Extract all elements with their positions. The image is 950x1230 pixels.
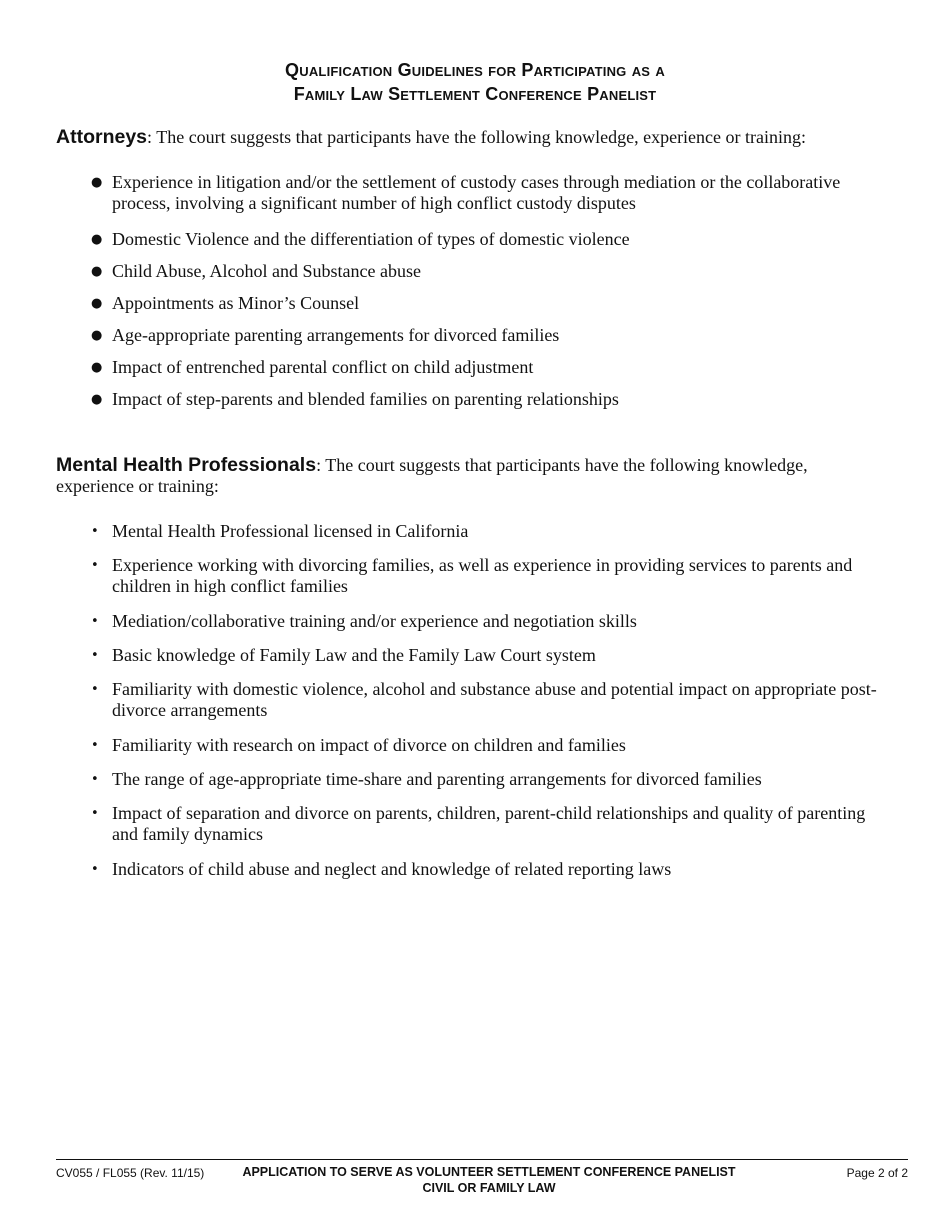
bullet-icon: • bbox=[91, 862, 99, 877]
form-title-line-2: CIVIL OR FAMILY LAW bbox=[422, 1181, 556, 1195]
list-item-text: Impact of separation and divorce on parents, children, parent-child relationships and quality of parenting and family dynamics bbox=[112, 803, 866, 844]
list-item bbox=[91, 769, 882, 790]
title-line-2: Family Law Settlement Conference Panelist bbox=[293, 84, 657, 104]
list-item bbox=[91, 521, 882, 542]
bullet-icon: • bbox=[91, 558, 99, 573]
list-item-text: The range of age-appropriate time-share and parenting arrangements for divorced families bbox=[112, 769, 762, 789]
form-title-line-1: APPLICATION TO SERVE AS VOLUNTEER SETTLEMENT CONFERENCE PANELIST bbox=[242, 1165, 736, 1179]
list-item bbox=[91, 389, 882, 410]
list-item-text: Mediation/collaborative training and/or experience and negotiation skills bbox=[112, 611, 637, 631]
mental-health-intro-text: : The court suggests that participants have the following knowledge, experience or training: bbox=[56, 455, 808, 496]
list-item bbox=[91, 357, 882, 378]
list-item-text: Domestic Violence and the differentiation of types of domestic violence bbox=[112, 229, 630, 249]
list-item bbox=[91, 293, 882, 314]
list-item bbox=[91, 645, 882, 666]
attorneys-intro-text: : The court suggests that participants have the following knowledge, experience or training: bbox=[147, 127, 807, 147]
list-item-text: Mental Health Professional licensed in California bbox=[112, 521, 469, 541]
list-item-text: Child Abuse, Alcohol and Substance abuse bbox=[112, 261, 421, 281]
bullet-icon: • bbox=[91, 806, 99, 821]
list-item bbox=[91, 611, 882, 632]
list-item bbox=[91, 325, 882, 346]
bullet-icon: ● bbox=[91, 328, 103, 343]
bullet-icon: • bbox=[91, 614, 99, 629]
bullet-icon: • bbox=[91, 524, 99, 539]
form-title bbox=[216, 1164, 762, 1196]
list-item bbox=[91, 555, 882, 597]
bullet-icon: ● bbox=[91, 392, 103, 407]
list-item-text: Impact of step-parents and blended families on parenting relationships bbox=[112, 389, 619, 409]
list-item-text: Indicators of child abuse and neglect and knowledge of related reporting laws bbox=[112, 859, 672, 879]
list-item bbox=[91, 172, 882, 214]
list-item bbox=[91, 679, 882, 721]
bullet-icon: ● bbox=[91, 175, 103, 190]
bullet-icon: • bbox=[91, 648, 99, 663]
list-item bbox=[91, 859, 882, 880]
list-item bbox=[91, 803, 882, 845]
list-item-text: Experience working with divorcing families, as well as experience in providing services to parents and children in high conflict families bbox=[112, 555, 853, 596]
attorneys-intro bbox=[56, 127, 856, 148]
list-item-text: Experience in litigation and/or the settlement of custody cases through mediation or the collaborative process, involving a significant number of high conflict custody disputes bbox=[112, 172, 841, 213]
mental-health-heading: Mental Health Professionals bbox=[56, 454, 317, 476]
bullet-icon: ● bbox=[91, 232, 103, 247]
page-number: Page 2 of 2 bbox=[846, 1166, 908, 1180]
list-item-text: Basic knowledge of Family Law and the Family Law Court system bbox=[112, 645, 596, 665]
list-item-text: Appointments as Minor’s Counsel bbox=[112, 293, 360, 313]
title-line-1: Qualification Guidelines for Participating as a bbox=[285, 60, 665, 80]
list-item bbox=[91, 261, 882, 282]
list-item-text: Familiarity with domestic violence, alcohol and substance abuse and potential impact on appropriate post-divorce arrangements bbox=[112, 679, 877, 720]
list-item bbox=[91, 229, 882, 250]
mental-health-intro bbox=[56, 455, 856, 497]
list-item-text: Age-appropriate parenting arrangements for divorced families bbox=[112, 325, 560, 345]
attorneys-list bbox=[91, 172, 882, 421]
footer-divider bbox=[56, 1159, 908, 1160]
document-title bbox=[0, 58, 950, 106]
list-item-text: Familiarity with research on impact of divorce on children and families bbox=[112, 735, 626, 755]
list-item bbox=[91, 735, 882, 756]
form-id: CV055 / FL055 (Rev. 11/15) bbox=[56, 1166, 205, 1180]
bullet-icon: ● bbox=[91, 264, 103, 279]
bullet-icon: • bbox=[91, 772, 99, 787]
bullet-icon: • bbox=[91, 682, 99, 697]
bullet-icon: • bbox=[91, 738, 99, 753]
bullet-icon: ● bbox=[91, 360, 103, 375]
bullet-icon: ● bbox=[91, 296, 103, 311]
mental-health-list bbox=[91, 521, 882, 893]
attorneys-heading: Attorneys bbox=[56, 126, 148, 148]
list-item-text: Impact of entrenched parental conflict on child adjustment bbox=[112, 357, 534, 377]
